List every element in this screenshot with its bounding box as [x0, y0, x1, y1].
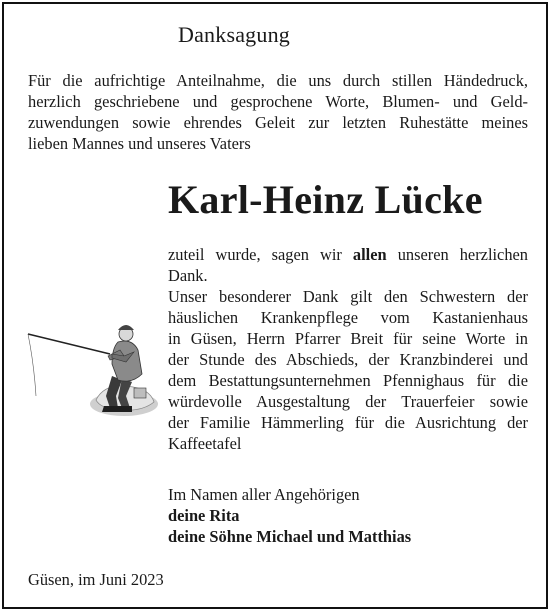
- emphasis-allen: allen: [352, 245, 387, 264]
- thanks-paragraph: [168, 244, 528, 454]
- place-date: Güsen, im Juni 2023: [28, 570, 164, 589]
- signature-intro: Im Namen aller Angehörigen: [168, 485, 360, 504]
- intro-paragraph: [28, 70, 528, 154]
- body-line: würdevolle Ausgestaltung der Trauerfeier sowie: [168, 392, 528, 411]
- fisherman-with-rod-icon: [26, 304, 162, 424]
- obituary-frame: [2, 2, 548, 609]
- heading: Danksagung: [178, 22, 290, 47]
- body-line: in Güsen, Herrn Pfarrer Breit für seine Worte in: [168, 329, 528, 348]
- body-line: Unser besonderer Dank gilt den Schwestern der: [168, 287, 528, 306]
- body-line: der Stunde des Abschieds, der Kranzbinderei und: [168, 350, 528, 369]
- body-line: Dank.: [168, 266, 208, 285]
- intro-line: zuwendungen sowie ehrendes Geleit zur letzten Ruhestätte meines: [28, 113, 528, 132]
- body-line: der Familie Hämmerling für die Ausrichtung der: [168, 413, 528, 432]
- body-line: Kaffeetafel: [168, 434, 242, 453]
- signature-block: [168, 484, 528, 547]
- body-line: dem Bestattungsunternehmen Pfennighaus für die: [168, 371, 528, 390]
- signature-line-2: deine Söhne Michael und Matthias: [168, 527, 412, 546]
- intro-line: lieben Mannes und unseres Vaters: [28, 134, 251, 153]
- intro-line: herzlich geschriebene und gesprochene Worte, Blumen- und Geld-: [28, 92, 528, 111]
- body-line-1: zuteil wurde, sagen wir allen unseren herzlichen: [168, 245, 528, 264]
- body-line: häuslichen Krankenpflege vom Kastanienhaus: [168, 308, 528, 327]
- intro-line: Für die aufrichtige Anteilnahme, die uns durch stillen Händedruck,: [28, 71, 528, 90]
- signature-line-1: deine Rita: [168, 506, 240, 525]
- deceased-name: Karl-Heinz Lücke: [168, 177, 483, 222]
